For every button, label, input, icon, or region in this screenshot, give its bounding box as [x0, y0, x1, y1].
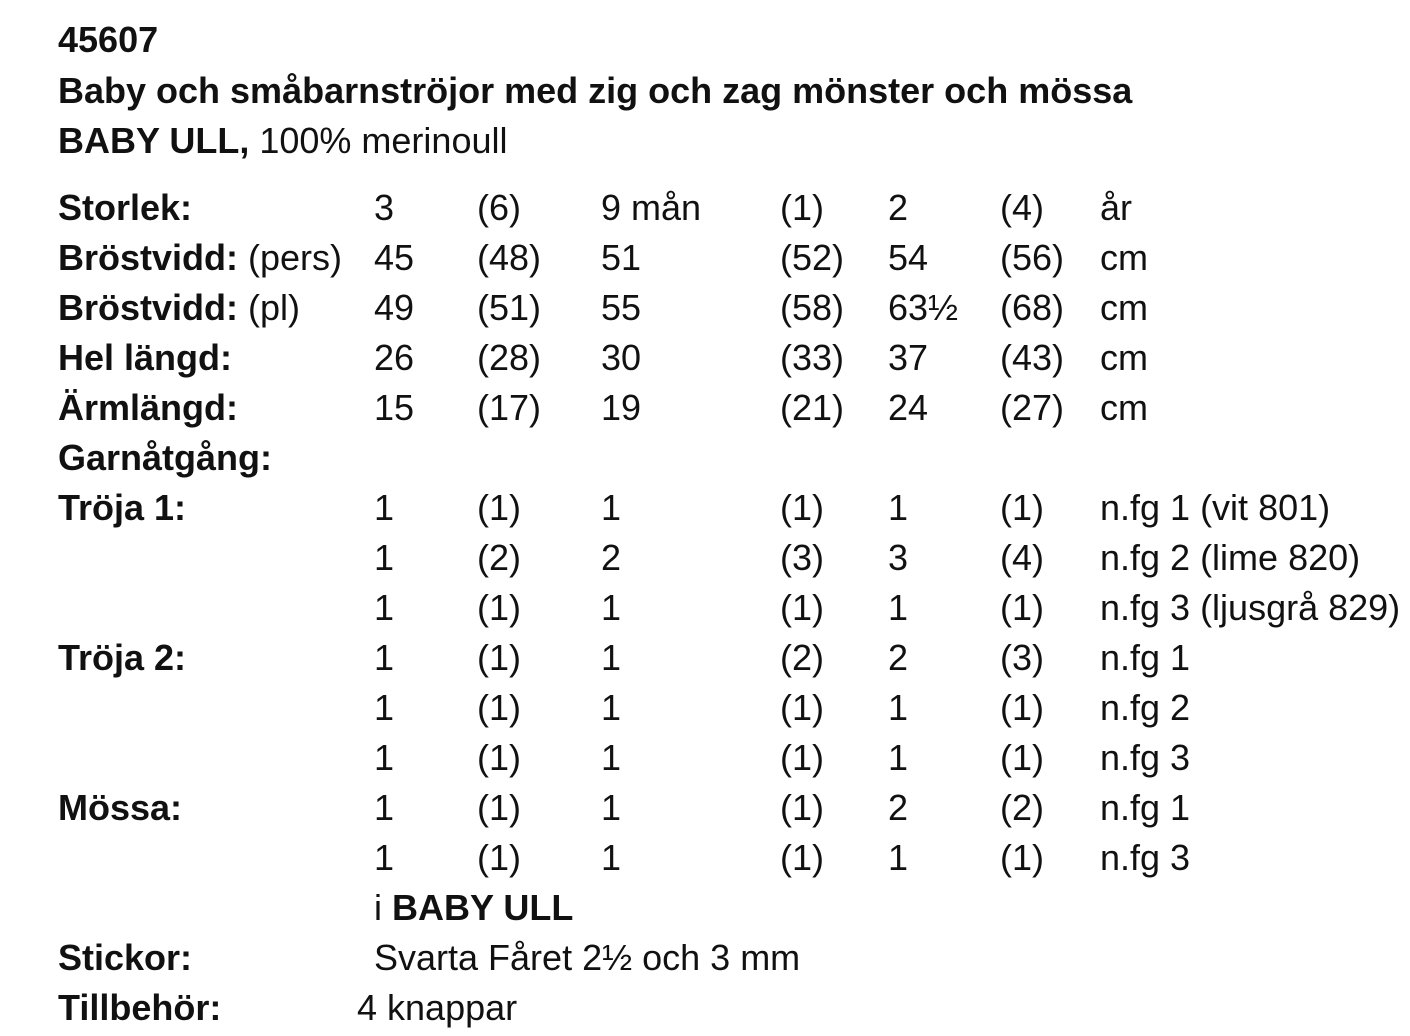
- value-cell: (3): [1000, 637, 1044, 678]
- value-cell: 63½: [888, 287, 959, 328]
- accessories-value: 4 knappar: [357, 987, 518, 1028]
- row-label: Storlek:: [58, 187, 193, 228]
- value-cell: 1: [374, 787, 395, 828]
- value-cell: (3): [780, 537, 824, 578]
- value-cell: 55: [601, 287, 642, 328]
- value-cell: 49: [374, 287, 415, 328]
- value-cell: 1: [601, 787, 622, 828]
- value-cell: 1: [888, 587, 909, 628]
- value-cell: (33): [780, 337, 845, 378]
- value-cell: 2: [888, 637, 909, 678]
- value-cell: 3: [888, 537, 909, 578]
- row-label: Tillbehör:: [58, 987, 222, 1028]
- value-cell: 1: [888, 687, 909, 728]
- row-label: Stickor:: [58, 937, 193, 978]
- row-label: Bröstvidd: (pl): [58, 287, 300, 328]
- value-cell: 2: [888, 787, 909, 828]
- value-cell: 26: [374, 337, 415, 378]
- value-cell: (1): [780, 587, 824, 628]
- value-cell: (58): [780, 287, 845, 328]
- accessories-row: [0, 983, 1410, 1033]
- value-cell: (1): [780, 787, 824, 828]
- value-cell: 3: [374, 187, 395, 228]
- value-cell: 2: [888, 187, 909, 228]
- value-cell: 30: [601, 337, 642, 378]
- unit-cell: cm: [1100, 337, 1148, 378]
- value-cell: 1: [601, 587, 622, 628]
- value-cell: (52): [780, 237, 845, 278]
- value-cell: (28): [477, 337, 542, 378]
- value-cell: 1: [374, 737, 395, 778]
- unit-cell: cm: [1100, 387, 1148, 428]
- value-cell: (2): [1000, 787, 1044, 828]
- yarn-row: [0, 533, 1410, 583]
- value-cell: (68): [1000, 287, 1065, 328]
- value-cell: (56): [1000, 237, 1065, 278]
- value-cell: 45: [374, 237, 415, 278]
- unit-cell: år: [1100, 187, 1133, 228]
- value-cell: (1): [1000, 837, 1044, 878]
- unit-cell: cm: [1100, 237, 1148, 278]
- color-cell: n.fg 2 (lime 820): [1100, 537, 1361, 578]
- in-yarn-note: i BABY ULL: [374, 887, 574, 928]
- yarn-row: [0, 583, 1410, 633]
- needles-value: Svarta Fåret 2½ och 3 mm: [374, 937, 801, 978]
- value-cell: 1: [888, 487, 909, 528]
- unit-cell: cm: [1100, 287, 1148, 328]
- value-cell: (48): [477, 237, 542, 278]
- yarn-composition: 100% merinoull: [249, 120, 508, 161]
- row-label: Tröja 1:: [58, 487, 187, 528]
- chest-width-body-row: [0, 233, 1410, 283]
- value-cell: 1: [601, 637, 622, 678]
- yarn-row: [0, 783, 1410, 833]
- row-label: Hel längd:: [58, 337, 233, 378]
- row-label: Bröstvidd: (pers): [58, 237, 343, 278]
- value-cell: 1: [601, 687, 622, 728]
- value-cell: (2): [477, 537, 521, 578]
- total-length-row: [0, 333, 1410, 383]
- value-cell: 1: [374, 587, 395, 628]
- value-cell: 2: [601, 537, 622, 578]
- value-cell: (1): [1000, 487, 1044, 528]
- value-cell: 51: [601, 237, 642, 278]
- row-label: Ärmlängd:: [58, 387, 238, 428]
- color-cell: n.fg 2: [1100, 687, 1191, 728]
- value-cell: 54: [888, 237, 929, 278]
- row-label: Mössa:: [58, 787, 183, 828]
- value-cell: 1: [601, 737, 622, 778]
- value-cell: (1): [780, 837, 824, 878]
- value-cell: (51): [477, 287, 542, 328]
- value-cell: 1: [374, 687, 395, 728]
- value-cell: (1): [477, 487, 521, 528]
- value-cell: (1): [780, 487, 824, 528]
- yarn-name: BABY ULL,: [58, 120, 250, 161]
- value-cell: (1): [477, 687, 521, 728]
- value-cell: 24: [888, 387, 929, 428]
- yarn-requirement-heading-row: [0, 433, 1410, 483]
- value-cell: (1): [780, 737, 824, 778]
- value-cell: 1: [374, 637, 395, 678]
- value-cell: (1): [477, 587, 521, 628]
- yarn-row: [0, 683, 1410, 733]
- value-cell: 1: [888, 737, 909, 778]
- color-cell: n.fg 1 (vit 801): [1100, 487, 1331, 528]
- value-cell: (6): [477, 187, 521, 228]
- value-cell: (1): [477, 737, 521, 778]
- value-cell: 1: [374, 487, 395, 528]
- value-cell: 37: [888, 337, 929, 378]
- value-cell: (1): [1000, 737, 1044, 778]
- value-cell: 1: [374, 837, 395, 878]
- color-cell: n.fg 3 (ljusgrå 829): [1100, 587, 1401, 628]
- value-cell: 9 mån: [601, 187, 702, 228]
- yarn-description: [58, 118, 507, 164]
- value-cell: (43): [1000, 337, 1065, 378]
- value-cell: 1: [374, 537, 395, 578]
- value-cell: (4): [1000, 537, 1044, 578]
- yarn-row: [0, 733, 1410, 783]
- yarn-requirement-heading: Garnåtgång:: [58, 437, 273, 478]
- chest-width-garment-row: [0, 283, 1410, 333]
- value-cell: (21): [780, 387, 845, 428]
- size-row: [0, 183, 1410, 233]
- value-cell: 1: [601, 837, 622, 878]
- value-cell: (17): [477, 387, 542, 428]
- value-cell: (1): [477, 837, 521, 878]
- value-cell: 19: [601, 387, 642, 428]
- value-cell: 1: [888, 837, 909, 878]
- in-yarn-row: [0, 883, 1410, 933]
- pattern-title: Baby och småbarnströjor med zig och zag mönster och mössa: [58, 70, 1133, 111]
- color-cell: n.fg 3: [1100, 737, 1191, 778]
- value-cell: (1): [1000, 587, 1044, 628]
- value-cell: (27): [1000, 387, 1065, 428]
- value-cell: (1): [1000, 687, 1044, 728]
- color-cell: n.fg 3: [1100, 837, 1191, 878]
- sleeve-length-row: [0, 383, 1410, 433]
- yarn-row: [0, 633, 1410, 683]
- needles-row: [0, 933, 1410, 983]
- value-cell: (1): [780, 187, 824, 228]
- value-cell: (2): [780, 637, 824, 678]
- value-cell: (1): [477, 637, 521, 678]
- color-cell: n.fg 1: [1100, 787, 1191, 828]
- value-cell: (1): [780, 687, 824, 728]
- yarn-row: [0, 483, 1410, 533]
- row-label: Tröja 2:: [58, 637, 187, 678]
- pattern-number: 45607: [58, 19, 159, 60]
- yarn-row: [0, 833, 1410, 883]
- value-cell: 1: [601, 487, 622, 528]
- value-cell: (1): [477, 787, 521, 828]
- value-cell: (4): [1000, 187, 1044, 228]
- value-cell: 15: [374, 387, 415, 428]
- color-cell: n.fg 1: [1100, 637, 1191, 678]
